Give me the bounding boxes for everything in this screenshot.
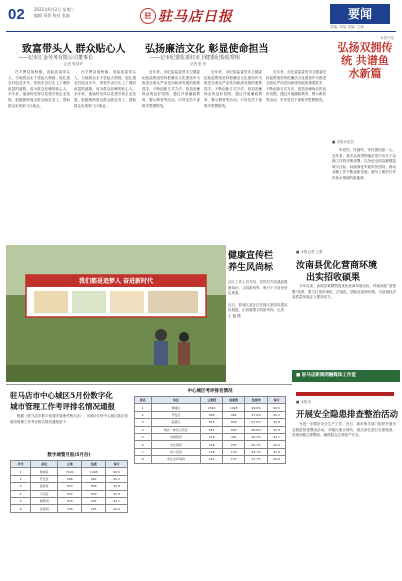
table-cell: 962 bbox=[223, 411, 245, 418]
table-cell: 133 bbox=[223, 456, 245, 463]
table-row bbox=[135, 411, 286, 418]
table-cell: 225 bbox=[223, 441, 245, 448]
table-cell: 95.2 bbox=[106, 475, 128, 482]
table-row bbox=[11, 505, 128, 512]
table-cell: 市住建局 bbox=[151, 441, 201, 448]
photo-caption: 近日，驿城区某社区在辖区游园设置宣传展板，弘扬健康文明新风尚。记者 王 磊 摄 bbox=[228, 302, 288, 318]
article1-byline: 记者 张国华 bbox=[64, 62, 83, 66]
table-cell: 848 bbox=[223, 419, 245, 426]
small-table-header-row bbox=[11, 461, 128, 468]
masthead bbox=[140, 5, 250, 27]
table-row bbox=[11, 490, 128, 497]
table-cell: 示范区 bbox=[31, 490, 58, 497]
red-divider bbox=[296, 392, 394, 396]
table-cell: 94.8 bbox=[106, 483, 128, 490]
green-banner: ■ 驻马店新闻网融媒体工作室 bbox=[292, 370, 400, 382]
table-cell: 95.3% bbox=[245, 441, 268, 448]
table-cell: 3 bbox=[11, 483, 31, 490]
table-cell: 1498 bbox=[82, 468, 106, 475]
right-column-body: 军爱民，民拥军，军民团结如一人。近年来，我市认真贯彻落实党中央关于双拥工作的决策部署，以争创全国双拥模范城为目标，持续深化军政军民团结，推动双拥工作不断创新发展，谱写了新时代军民鱼水情深的新篇章。 bbox=[332, 148, 396, 180]
table-cell: 高新区 bbox=[31, 483, 58, 490]
table-cell: 7 bbox=[135, 448, 152, 455]
article1-body: 在平舆县射桥镇，说起致富带头人，当地群众无不竖起大拇指。他扎根农村创业多年，带领乡亲们走上了增收致富的道路，成为群众信赖的贴心人。多年来，他始终坚持以党建引领企业发展，积极吸纳周边群众就近务工，帮助群众实现家门口就业。 bbox=[8, 70, 70, 108]
main-table bbox=[134, 396, 286, 464]
vertical-headline bbox=[336, 36, 394, 80]
photo-illustration bbox=[6, 245, 226, 382]
small-table bbox=[10, 460, 128, 513]
table-row bbox=[135, 419, 286, 426]
article3-title-line1: 汝南县优化营商环境 bbox=[296, 261, 378, 271]
table-cell: 848 bbox=[82, 483, 106, 490]
table-cell: 874 bbox=[201, 419, 223, 426]
table-cell: 652 bbox=[201, 426, 223, 433]
table-cell: 630 bbox=[223, 426, 245, 433]
issue-meta-line: 2021年6月2日 星期三 bbox=[34, 7, 75, 12]
article2-body: 近年来，市纪委监委驻市卫健委纪检监察组坚持把廉洁文化建设作为推进全面从严治党向纵深发展的重要抓手，不断创新方式方法，营造崇廉尚洁的良好氛围。通过开展廉政教育、警示教育等活动，引导党员干部筑牢思想防线。 bbox=[204, 70, 262, 108]
table-cell: 630 bbox=[82, 490, 106, 497]
table-cell: 94.7% bbox=[245, 448, 268, 455]
article2-body: 近年来，市纪委监委驻市卫健委纪检监察组坚持把廉洁文化建设作为推进全面从严治党向纵深发展的重要抓手，不断创新方式方法，营造崇廉尚洁的良好氛围。通过开展廉政教育、警示教育等活动，引导党员干部筑牢思想防线。 bbox=[142, 70, 200, 108]
table-header-cell: 结案率 bbox=[245, 397, 268, 404]
table-cell: 91.6 bbox=[268, 448, 286, 455]
table-cell: 城管局 bbox=[31, 497, 58, 504]
table-cell: 2 bbox=[135, 411, 152, 418]
table-cell: 418 bbox=[201, 433, 223, 440]
table-cell: 94.8 bbox=[268, 419, 286, 426]
page-header bbox=[0, 0, 402, 30]
table-row bbox=[11, 468, 128, 475]
article5-title: 开展安全隐患排查整治活动 bbox=[296, 410, 399, 420]
table-row bbox=[11, 475, 128, 482]
table-cell: 6 bbox=[11, 505, 31, 512]
issue-meta-line: 编辑 刘蓓 校对 张磊 bbox=[34, 13, 70, 18]
small-table-title: 数字城管月报(5月份) bbox=[47, 453, 91, 458]
table-cell: 1520 bbox=[201, 404, 223, 411]
table-cell: 986 bbox=[201, 411, 223, 418]
article5-body: 为进一步做好安全生产工作，近日，我市相关部门组织开展安全隐患排查整治活动，对辖区重点场所、重点部位进行全面检查，发现问题立即整改，确保群众生命财产安全。 bbox=[292, 422, 396, 438]
table-cell: 5 bbox=[135, 433, 152, 440]
right-column-text bbox=[332, 148, 396, 244]
table-cell: 1 bbox=[11, 468, 31, 475]
table-cell: 96.5 bbox=[268, 404, 286, 411]
table-row bbox=[135, 448, 286, 455]
feature-box bbox=[228, 250, 288, 370]
table-cell: 93.1 bbox=[268, 433, 286, 440]
article2-column-3 bbox=[266, 70, 326, 240]
table-cell: 开发区 bbox=[31, 475, 58, 482]
table-cell: 652 bbox=[58, 490, 82, 497]
feature-text: 社区工作人员介绍，宣传栏内容涵盖健康知识、文明新风等，吸引不少居民驻足观看。 bbox=[228, 280, 288, 296]
table-cell: 96.5 bbox=[106, 468, 128, 475]
vertical-headline-title: 弘扬双拥传统 共谱鱼水新篇 bbox=[337, 41, 393, 80]
table-cell: 3 bbox=[135, 419, 152, 426]
section-badge: 要闻 bbox=[330, 4, 390, 24]
table-header-cell: 得分 bbox=[106, 461, 128, 468]
table-cell: 418 bbox=[58, 497, 82, 504]
main-table-body bbox=[135, 404, 286, 463]
article1-title: 致富带头人 群众贴心人 bbox=[22, 44, 126, 55]
table-cell: 市城管局 bbox=[151, 433, 201, 440]
article1-subtitle: ——记市汇金劳务有限公司董事长 bbox=[18, 55, 94, 61]
table-cell: 402 bbox=[223, 433, 245, 440]
table-header-cell: 单位 bbox=[151, 397, 201, 404]
table-cell: 城乡一体化示范区 bbox=[151, 426, 201, 433]
right-column-byline: ■ 本报评论员 bbox=[332, 140, 354, 144]
article1-column-1 bbox=[8, 70, 70, 240]
table-cell: 96.2% bbox=[245, 433, 268, 440]
table-cell: 225 bbox=[82, 505, 106, 512]
table-row bbox=[135, 404, 286, 411]
article3-text bbox=[292, 284, 396, 368]
table-cell: 97.6% bbox=[245, 411, 268, 418]
article3-body: 今年以来，汝南县紧紧围绕优化营商环境目标，持续深化“放管服”改革，着力打造市场化、法治化、国际化营商环境，为县域经济高质量发展注入强劲动力。 bbox=[292, 284, 396, 300]
small-table-body bbox=[11, 468, 128, 512]
article2-byline: 记者 张 恒 bbox=[190, 62, 207, 66]
table-cell: 188 bbox=[201, 448, 223, 455]
article3-title-line2: 出实招收硕果 bbox=[306, 273, 361, 283]
table-header-cell: 结案 bbox=[82, 461, 106, 468]
table-header-cell: 得分 bbox=[268, 397, 286, 404]
photo-banner-text: 我们都是追梦人 奋进新时代 bbox=[78, 278, 154, 285]
table-header-cell: 序号 bbox=[11, 461, 31, 468]
article5-text bbox=[292, 422, 396, 577]
issue-meta bbox=[34, 7, 75, 19]
table-cell: 市生态环境局 bbox=[151, 456, 201, 463]
table-cell: 市公安局 bbox=[151, 448, 201, 455]
table-cell: 开发区 bbox=[151, 411, 201, 418]
article2-body: 近年来，市纪委监委驻市卫健委纪检监察组坚持把廉洁文化建设作为推进全面从严治党向纵深发展的重要抓手，不断创新方式方法，营造崇廉尚洁的良好氛围。通过开展廉政教育、警示教育等活动，引导党员干部筑牢思想防线。 bbox=[266, 70, 326, 102]
table-header-cell: 结案数 bbox=[223, 397, 245, 404]
article5-kicker: ■ 本报讯 bbox=[296, 400, 311, 404]
table-row bbox=[11, 483, 128, 490]
table-cell: 962 bbox=[82, 475, 106, 482]
table-cell: 97.0% bbox=[245, 419, 268, 426]
table-cell: 236 bbox=[58, 505, 82, 512]
table-cell: 142 bbox=[201, 456, 223, 463]
article4-text bbox=[10, 414, 128, 446]
table-cell: 93.7% bbox=[245, 456, 268, 463]
article1-body: 在平舆县射桥镇，说起致富带头人，当地群众无不竖起大拇指。他扎根农村创业多年，带领乡亲们走上了增收致富的道路，成为群众信赖的贴心人。多年来，他始终坚持以党建引领企业发展，积极吸纳周边群众就近务工，帮助群众实现家门口就业。 bbox=[74, 70, 136, 108]
table-cell: 402 bbox=[82, 497, 106, 504]
table-cell: 住建局 bbox=[31, 505, 58, 512]
table-cell: 4 bbox=[135, 426, 152, 433]
table-cell: 8 bbox=[135, 456, 152, 463]
table-cell: 93.9 bbox=[268, 426, 286, 433]
table-cell: 高新区 bbox=[151, 419, 201, 426]
table-row bbox=[11, 497, 128, 504]
masthead-seal: 驻 bbox=[140, 8, 156, 24]
table-cell: 驿城区 bbox=[151, 404, 201, 411]
table-cell: 4 bbox=[11, 490, 31, 497]
table-cell: 178 bbox=[223, 448, 245, 455]
article4-body: 根据《驻马店市数字化城市管理考核办法》，现将5月份中心城区数字化城市管理工作考评排名情况通报如下： bbox=[10, 414, 128, 424]
article2-subtitle: ——记市纪委监委驻市卫健委纪检监察组 bbox=[150, 55, 241, 61]
table-cell: 874 bbox=[58, 483, 82, 490]
table-cell: 92.4 bbox=[106, 505, 128, 512]
article4-title-line1: 驻马店市中心城区5月份数字化 bbox=[10, 391, 113, 400]
table-cell: 95.2 bbox=[268, 411, 286, 418]
table-cell: 96.6% bbox=[245, 426, 268, 433]
main-table-header-row bbox=[135, 397, 286, 404]
table-row bbox=[135, 456, 286, 463]
table-cell: 6 bbox=[135, 441, 152, 448]
table-cell: 5 bbox=[11, 497, 31, 504]
table-header-cell: 排名 bbox=[135, 397, 152, 404]
table-row bbox=[135, 433, 286, 440]
news-photo bbox=[6, 245, 226, 382]
table-header-cell: 立案数 bbox=[201, 397, 223, 404]
table-row bbox=[135, 426, 286, 433]
table-cell: 986 bbox=[58, 475, 82, 482]
table-cell: 2 bbox=[11, 475, 31, 482]
article3-kicker: ■ 本报记者 王勇 bbox=[296, 250, 323, 254]
section-rule bbox=[6, 384, 292, 385]
table-cell: 1520 bbox=[58, 468, 82, 475]
article2-title: 弘扬廉洁文化 彰显使命担当 bbox=[145, 44, 269, 55]
table-cell: 90.8 bbox=[268, 456, 286, 463]
table-cell: 驿城区 bbox=[31, 468, 58, 475]
article1-column-2 bbox=[74, 70, 136, 240]
table-header-cell: 立案 bbox=[58, 461, 82, 468]
feature-title-line2: 养生风尚标 bbox=[228, 263, 274, 273]
main-table-title: 中心城区考评排名情况 bbox=[187, 389, 233, 394]
masthead-title: 驻马店日报 bbox=[158, 9, 233, 25]
table-cell: 98.6% bbox=[245, 404, 268, 411]
page-number: 02 bbox=[8, 6, 25, 23]
table-row bbox=[135, 441, 286, 448]
section-editors: 责编: 刘蓓 美编: 王涛 bbox=[330, 25, 364, 29]
table-header-cell: 单位 bbox=[31, 461, 58, 468]
vertical-headline-kicker: 本报评论 bbox=[380, 36, 394, 40]
header-rule bbox=[6, 31, 396, 32]
table-cell: 93.9 bbox=[106, 490, 128, 497]
table-cell: 1498 bbox=[223, 404, 245, 411]
article4-title-line2: 城市管理工作考评排名情况通报 bbox=[10, 402, 115, 411]
table-cell: 93.1 bbox=[106, 497, 128, 504]
table-cell: 236 bbox=[201, 441, 223, 448]
feature-title-line1: 健康宣传栏 bbox=[228, 251, 274, 261]
table-cell: 1 bbox=[135, 404, 152, 411]
table-cell: 92.4 bbox=[268, 441, 286, 448]
article2-column-2 bbox=[204, 70, 262, 240]
article2-column-1 bbox=[142, 70, 200, 240]
